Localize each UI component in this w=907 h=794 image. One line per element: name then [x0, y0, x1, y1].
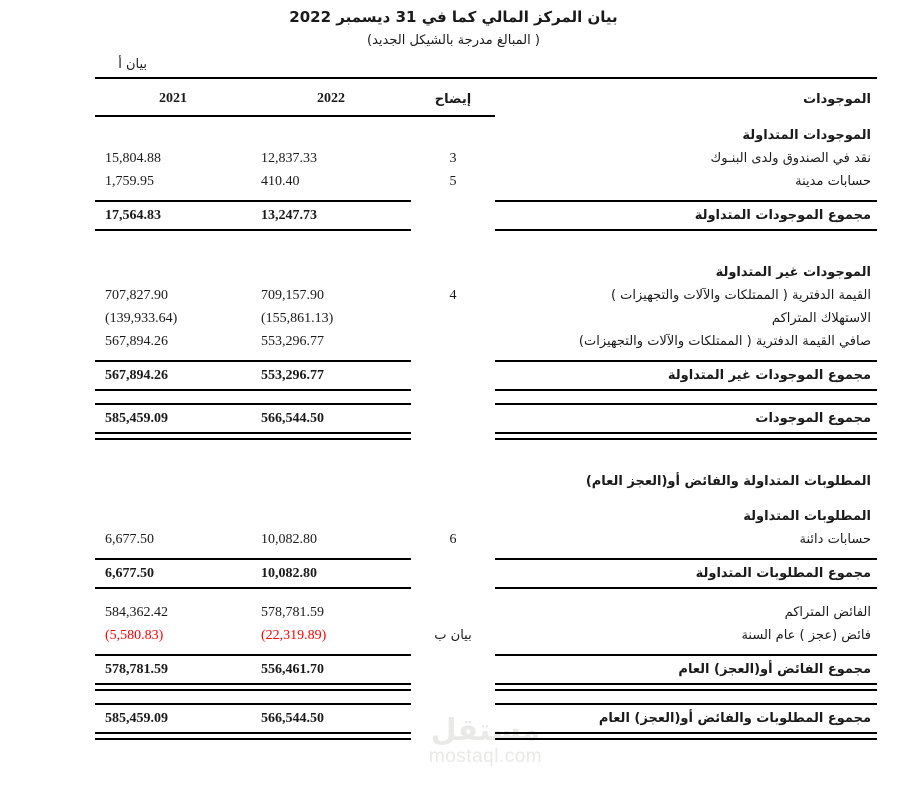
spacer-row: [95, 353, 877, 361]
section-heading-liabilities-equity: المطلوبات المتداولة والفائض أو(العجز العام): [585, 474, 871, 489]
header-divider-rule: [95, 77, 877, 79]
section-heading-note: [411, 505, 495, 528]
double-rule-2022-col: [251, 733, 411, 739]
spacer-row: [95, 551, 877, 559]
section-heading-note: [411, 261, 495, 284]
row-value-2021: (5,580.83): [105, 627, 164, 643]
grand-total-value-2021: 585,459.09: [95, 704, 251, 733]
total-label-current-liabilities: مجموع المطلوبات المتداولة: [495, 559, 877, 588]
row-label: حسابات مدينة: [795, 174, 871, 189]
row-value-2021: 567,894.26: [105, 333, 168, 349]
section-heading-2021: [95, 124, 251, 147]
row-value-2021: 584,362.42: [105, 604, 168, 620]
row-note: 4: [449, 287, 457, 303]
grand-total-label-liabilities-equity: مجموع المطلوبات والفائض أو(العجز) العام: [495, 704, 877, 733]
row-label: القيمة الدفترية ( الممتلكات والآلات والتجهيزات ): [610, 288, 871, 303]
row-note: 5: [449, 173, 457, 189]
spacer-row: [95, 493, 877, 505]
total-note: [411, 559, 495, 588]
total-label-noncurrent-assets: مجموع الموجودات غير المتداولة: [495, 361, 877, 390]
page-title: بيان المركز المالي كما في 31 ديسمبر 2022: [289, 8, 618, 26]
spacer-row: [95, 230, 877, 261]
total-label-surplus: مجموع الفائض أو(العجز) العام: [495, 655, 877, 684]
spacer-row: [95, 439, 877, 470]
total-value-2022: 553,296.77: [251, 361, 411, 390]
section-heading-2021: [95, 261, 251, 284]
table-header-row: [95, 86, 877, 112]
column-header-2022: 2022: [317, 91, 345, 106]
row-label: حسابات دائنة: [799, 532, 871, 547]
section-heading-2022: [251, 470, 411, 493]
grand-total-value-2022: 566,544.50: [251, 404, 411, 433]
column-header-note: إيضاح: [434, 91, 472, 107]
total-value-2021: 17,564.83: [95, 201, 251, 230]
watermark-latin-text: mostaql.com: [428, 746, 543, 767]
total-value-2022: 10,082.80: [251, 559, 411, 588]
row-label: نقد في الصندوق ولدى البنـوك: [710, 151, 871, 166]
grand-total-value-2022: 566,544.50: [251, 704, 411, 733]
section-heading-note: [411, 470, 495, 493]
financial-position-table: [95, 86, 877, 740]
total-note: [411, 201, 495, 230]
grand-total-note: [411, 704, 495, 733]
column-header-assets: الموجودات: [803, 91, 871, 107]
section-heading-noncurrent-assets: الموجودات غير المتداولة: [715, 265, 871, 280]
spacer-row: [95, 193, 877, 201]
table-row: [95, 284, 877, 307]
row-value-2021: 707,827.90: [105, 287, 168, 303]
row-note: بيان ب: [434, 628, 472, 643]
spacer-row: [95, 116, 877, 124]
total-row: [95, 201, 877, 230]
spacer-row: [95, 690, 877, 704]
section-heading-2022: [251, 261, 411, 284]
page-subtitle: ( المبالغ مدرجة بالشيكل الجديد): [367, 33, 540, 48]
total-row: [95, 559, 877, 588]
spacer-row: [95, 588, 877, 601]
total-note: [411, 655, 495, 684]
total-row: [95, 361, 877, 390]
section-heading-note: [411, 124, 495, 147]
section-heading-2022: [251, 124, 411, 147]
spacer-row: [95, 647, 877, 655]
section-heading-2021: [95, 470, 251, 493]
section-heading-row: [95, 505, 877, 528]
row-value-2022: 10,082.80: [261, 531, 317, 547]
section-heading-current-assets: الموجودات المتداولة: [742, 128, 871, 143]
total-value-2021: 6,677.50: [95, 559, 251, 588]
double-rule-row: [95, 733, 877, 739]
watermark-arabic-text: مستقل: [430, 713, 541, 748]
total-row: [95, 655, 877, 684]
row-value-2021: 15,804.88: [105, 150, 161, 166]
double-rule-label-col: [495, 733, 877, 739]
row-value-2022: 12,837.33: [261, 150, 317, 166]
row-note: 6: [449, 531, 457, 547]
total-note: [411, 361, 495, 390]
section-heading-row: [95, 261, 877, 284]
row-note: [411, 601, 495, 624]
double-rule-note-col: [411, 733, 495, 739]
grand-total-note: [411, 404, 495, 433]
section-heading-current-liabilities: المطلوبات المتداولة: [743, 509, 871, 524]
table-row: [95, 528, 877, 551]
row-value-2022: (22,319.89): [261, 627, 327, 643]
row-label: صافي القيمة الدفترية ( الممتلكات والآلات والتجهيزات): [578, 334, 871, 349]
spacer-row: [95, 390, 877, 404]
row-value-2021: 1,759.95: [105, 173, 154, 189]
table-row: [95, 170, 877, 193]
table-row: [95, 147, 877, 170]
double-rule-2021-col: [95, 733, 251, 739]
row-value-2022: 578,781.59: [261, 604, 324, 620]
row-label: الاستهلاك المتراكم: [771, 311, 871, 326]
row-value-2022: 410.40: [261, 173, 300, 189]
total-value-2021: 567,894.26: [95, 361, 251, 390]
row-value-2022: 553,296.77: [261, 333, 324, 349]
grand-total-label-assets: مجموع الموجودات: [495, 404, 877, 433]
total-value-2021: 578,781.59: [95, 655, 251, 684]
section-heading-2022: [251, 505, 411, 528]
table-row: [95, 330, 877, 353]
column-header-2021: 2021: [159, 91, 187, 106]
row-note: 3: [449, 150, 457, 166]
grand-total-value-2021: 585,459.09: [95, 404, 251, 433]
row-label: الفائض المتراكم: [784, 605, 871, 620]
table-row: [95, 601, 877, 624]
grand-total-row: [95, 404, 877, 433]
total-value-2022: 13,247.73: [251, 201, 411, 230]
section-heading-row: [95, 470, 877, 493]
row-note: [411, 330, 495, 353]
grand-total-row: [95, 704, 877, 733]
table-row: [95, 307, 877, 330]
statement-reference: بيان أ: [118, 57, 147, 72]
row-label: فائض (عجز ) عام السنة: [741, 628, 871, 643]
row-value-2022: (155,861.13): [261, 310, 334, 326]
section-heading-2021: [95, 505, 251, 528]
row-value-2021: 6,677.50: [105, 531, 154, 547]
total-label-current-assets: مجموع الموجودات المتداولة: [495, 201, 877, 230]
table-row: [95, 624, 877, 647]
section-heading-row: [95, 124, 877, 147]
row-value-2022: 709,157.90: [261, 287, 324, 303]
row-note: [411, 307, 495, 330]
row-value-2021: (139,933.64): [105, 310, 178, 326]
total-value-2022: 556,461.70: [251, 655, 411, 684]
